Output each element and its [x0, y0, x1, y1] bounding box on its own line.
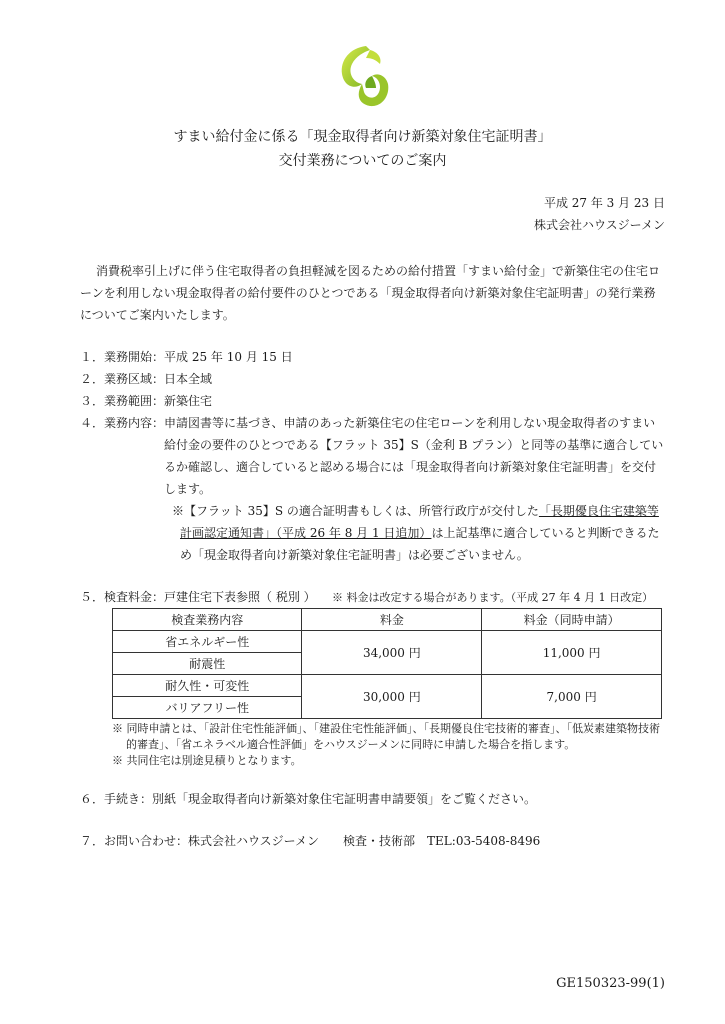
item5-note: ※ 料金は改定する場合があります。（平成 27 年 4 月 1 日改定）: [332, 591, 654, 604]
table-cell-fee-simul: 7,000 円: [482, 675, 662, 719]
item4-line-3: るか確認し、適合していると認める場合には「現金取得者向け新築対象住宅証明書」を交付: [164, 460, 657, 474]
intro-line-2: ーンを利用しない現金取得者の給付要件のひとつである「現金取得者向け新築対象住宅証明書」の発行業務: [80, 286, 656, 300]
document-code: GE150323-99(1): [556, 976, 665, 991]
note-text: ※【フラット 35】S の適合証明書もしくは、所管行政庁が交付した: [172, 504, 539, 518]
item4-line-1: 申請図書等に基づき、申請のあった新築住宅の住宅ローンを利用しない現金取得者のすまい: [164, 416, 656, 430]
table-cell-fee: 34,000 円: [302, 631, 482, 675]
table-header-cell: 検査業務内容: [113, 609, 302, 631]
issue-date: 平成 27 年 3 月 23 日: [543, 196, 665, 210]
item-business-area: [80, 370, 212, 387]
item-business-start: [80, 348, 293, 365]
table-row: [113, 631, 662, 653]
table-cell-fee: 30,000 円: [302, 675, 482, 719]
item7-contact: ７．お問い合わせ：株式会社ハウスジーメン 検査・技術部 TEL:03-5408-8496: [80, 834, 541, 848]
fee-table: [112, 608, 662, 719]
item-business-scope: [80, 392, 212, 409]
table-cell-item: 耐久性・可変性: [113, 675, 302, 697]
item4-line-4: します。: [164, 482, 212, 496]
table-row: [113, 675, 662, 697]
company-logo-icon: [336, 44, 392, 108]
item-label: １．業務開始：: [80, 350, 165, 364]
item-value: 新築住宅: [164, 394, 213, 408]
item4-note-line-1: [172, 502, 659, 519]
note-text: は上記基準に適合していると判断できるた: [431, 526, 660, 540]
item4-note-line-2: [180, 524, 659, 541]
intro-line-3: についてご案内いたします。: [80, 308, 235, 322]
item4-line-2: 給付金の要件のひとつである【フラット 35】S（金利 B プラン）と同等の基準に適合してい: [164, 438, 664, 452]
table-cell-fee-simul: 11,000 円: [482, 631, 662, 675]
document-title-line2: 交付業務についてのご案内: [278, 153, 447, 169]
document-title-line1: すまい給付金に係る「現金取得者向け新築対象住宅証明書」: [173, 129, 552, 145]
item-value: 日本全域: [164, 372, 213, 386]
table-cell-item: 省エネルギー性: [113, 631, 302, 653]
table-note-1-line-2: 的審査」、「省エネラベル適合性評価」をハウスジーメンに同時に申請した場合を指します。: [126, 738, 576, 751]
note-underlined-text: 計画認定通知書」（平成 26 年 8 月 1 日追加）: [180, 526, 432, 540]
item4-note-line-3: め「現金取得者向け新築対象住宅証明書」は必要ございません。: [180, 548, 529, 562]
table-cell-item: バリアフリー性: [113, 697, 302, 719]
note-underlined-text: 「長期優良住宅建築等: [538, 504, 659, 518]
table-note-1-line-1: ※ 同時申請とは、「設計住宅性能評価」、「建設住宅性能評価」、「長期優良住宅技術的審査」、「低炭素建築物技術: [112, 722, 660, 735]
table-header-row: [113, 609, 662, 631]
intro-line-1: 消費税率引上げに伴う住宅取得者の負担軽減を図るための給付措置「すまい給付金」で新築住宅の住宅ロ: [96, 264, 661, 278]
table-note-2: ※ 共同住宅は別途見積りとなります。: [112, 754, 302, 767]
item-value: 平成 25 年 10 月 15 日: [164, 350, 293, 364]
item6-procedure: ６．手続き：別紙「現金取得者向け新築対象住宅証明書申請要領」をご覧ください。: [80, 792, 537, 806]
item-label: ３．業務範囲：: [80, 394, 165, 408]
item4-label: ４．業務内容：: [80, 416, 165, 430]
issuer-company: 株式会社ハウスジーメン: [533, 218, 665, 232]
item-label: ２．業務区域：: [80, 372, 165, 386]
table-cell-item: 耐震性: [113, 653, 302, 675]
table-header-cell: 料金: [302, 609, 482, 631]
table-header-cell: 料金（同時申請）: [482, 609, 662, 631]
item5-label: ５．検査料金：戸建住宅下表参照（ 税別 ）: [80, 590, 316, 604]
